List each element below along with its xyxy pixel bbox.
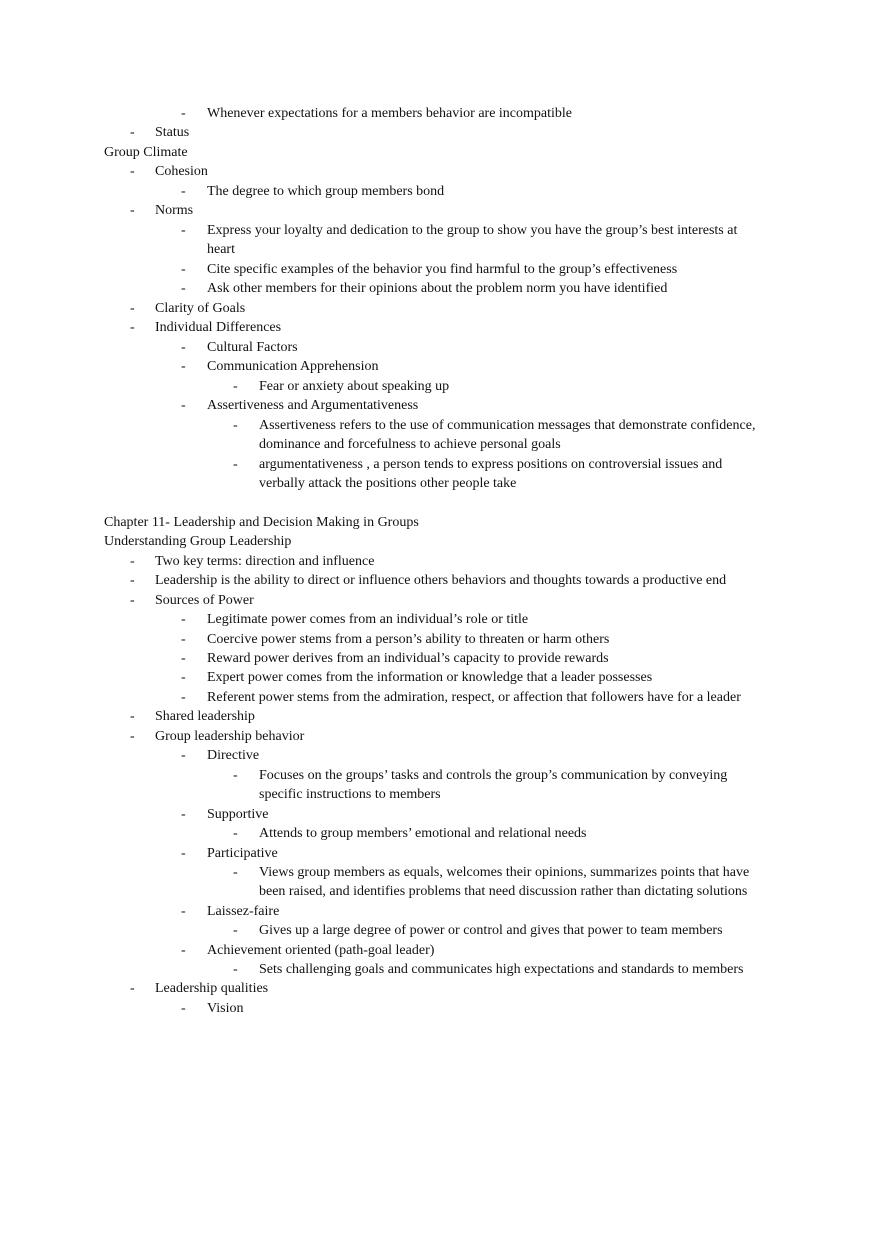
bullet-dash: - bbox=[233, 418, 238, 433]
bullet-dash: - bbox=[181, 262, 186, 277]
bullet-dash: - bbox=[181, 651, 186, 666]
list-item-text: Cite specific examples of the behavior you find harmful to the group’s effectiveness bbox=[207, 262, 678, 277]
list-item-text: heart bbox=[207, 242, 235, 257]
heading-text: Group Climate bbox=[104, 145, 188, 160]
list-item-text: Coercive power stems from a person’s ability to threaten or harm others bbox=[207, 632, 610, 647]
list-item-text: argumentativeness , a person tends to express positions on controversial issues and bbox=[259, 457, 723, 472]
list-item-text: Sources of Power bbox=[155, 593, 254, 608]
list-item-text: Expert power comes from the information or knowledge that a leader possesses bbox=[207, 670, 653, 685]
list-item-text: Fear or anxiety about speaking up bbox=[259, 379, 450, 394]
bullet-dash: - bbox=[130, 125, 135, 140]
list-item-text: Achievement oriented (path-goal leader) bbox=[207, 943, 435, 958]
list-item-text: Individual Differences bbox=[155, 320, 282, 335]
list-item-text: Assertiveness refers to the use of communication messages that demonstrate confidence, bbox=[259, 418, 756, 433]
list-item-text: Ask other members for their opinions about the problem norm you have identified bbox=[207, 281, 668, 296]
bullet-dash: - bbox=[181, 223, 186, 238]
bullet-dash: - bbox=[130, 164, 135, 179]
bullet-dash: - bbox=[233, 962, 238, 977]
bullet-dash: - bbox=[130, 301, 135, 316]
bullet-dash: - bbox=[181, 398, 186, 413]
bullet-dash: - bbox=[181, 748, 186, 763]
bullet-dash: - bbox=[130, 554, 135, 569]
list-item-text: Laissez-faire bbox=[207, 904, 280, 919]
list-item-text: Cohesion bbox=[155, 164, 208, 179]
list-item-text: Directive bbox=[207, 748, 260, 763]
list-item-text: specific instructions to members bbox=[259, 787, 441, 802]
list-item-text: Status bbox=[155, 125, 190, 140]
list-item-text: Two key terms: direction and influence bbox=[155, 554, 375, 569]
bullet-dash: - bbox=[233, 768, 238, 783]
bullet-dash: - bbox=[181, 807, 186, 822]
heading-text: Understanding Group Leadership bbox=[104, 534, 292, 549]
list-item-text: Assertiveness and Argumentativeness bbox=[207, 398, 419, 413]
list-item-text: Leadership qualities bbox=[155, 981, 269, 996]
list-item-text: Norms bbox=[155, 203, 194, 218]
list-item-text: Vision bbox=[207, 1001, 244, 1016]
list-item-text: Attends to group members’ emotional and relational needs bbox=[259, 826, 587, 841]
list-item-text: Reward power derives from an individual’s capacity to provide rewards bbox=[207, 651, 609, 666]
bullet-dash: - bbox=[130, 573, 135, 588]
bullet-dash: - bbox=[181, 846, 186, 861]
list-item-text: Communication Apprehension bbox=[207, 359, 379, 374]
list-item-text: Gives up a large degree of power or control and gives that power to team members bbox=[259, 923, 723, 938]
bullet-dash: - bbox=[233, 865, 238, 880]
list-item-text: been raised, and identifies problems that need discussion rather than dictating solutions bbox=[259, 884, 748, 899]
list-item-text: Referent power stems from the admiration, respect, or affection that followers have for a leader bbox=[207, 690, 741, 705]
list-item-text: Supportive bbox=[207, 807, 269, 822]
list-item-text: verbally attack the positions other people take bbox=[259, 476, 517, 491]
list-item-text: Participative bbox=[207, 846, 278, 861]
list-item-text: dominance and forcefulness to achieve personal goals bbox=[259, 437, 561, 452]
bullet-dash: - bbox=[130, 981, 135, 996]
bullet-dash: - bbox=[130, 203, 135, 218]
bullet-dash: - bbox=[233, 826, 238, 841]
bullet-dash: - bbox=[233, 923, 238, 938]
bullet-dash: - bbox=[181, 106, 186, 121]
bullet-dash: - bbox=[181, 632, 186, 647]
bullet-dash: - bbox=[181, 690, 186, 705]
list-item-text: Focuses on the groups’ tasks and controls the group’s communication by conveying bbox=[259, 768, 728, 783]
list-item-text: Clarity of Goals bbox=[155, 301, 246, 316]
list-item-text: Group leadership behavior bbox=[155, 729, 305, 744]
bullet-dash: - bbox=[181, 281, 186, 296]
bullet-dash: - bbox=[130, 729, 135, 744]
bullet-dash: - bbox=[181, 943, 186, 958]
bullet-dash: - bbox=[181, 904, 186, 919]
bullet-dash: - bbox=[233, 379, 238, 394]
bullet-dash: - bbox=[130, 593, 135, 608]
bullet-dash: - bbox=[181, 612, 186, 627]
bullet-dash: - bbox=[181, 670, 186, 685]
list-item-text: Views group members as equals, welcomes their opinions, summarizes points that have bbox=[259, 865, 750, 880]
bullet-dash: - bbox=[181, 184, 186, 199]
bullet-dash: - bbox=[181, 1001, 186, 1016]
list-item-text: The degree to which group members bond bbox=[207, 184, 445, 199]
bullet-dash: - bbox=[181, 340, 186, 355]
list-item-text: Express your loyalty and dedication to the group to show you have the group’s best interests at bbox=[207, 223, 738, 238]
bullet-dash: - bbox=[130, 320, 135, 335]
list-item-text: Shared leadership bbox=[155, 709, 255, 724]
list-item-text: Legitimate power comes from an individual’s role or title bbox=[207, 612, 529, 627]
heading-text: Chapter 11- Leadership and Decision Making in Groups bbox=[104, 515, 419, 530]
list-item-text: Whenever expectations for a members behavior are incompatible bbox=[207, 106, 573, 121]
bullet-dash: - bbox=[233, 457, 238, 472]
bullet-dash: - bbox=[130, 709, 135, 724]
list-item-text: Leadership is the ability to direct or influence others behaviors and thoughts towards a productive end bbox=[155, 573, 727, 588]
bullet-dash: - bbox=[181, 359, 186, 374]
list-item-text: Sets challenging goals and communicates high expectations and standards to members bbox=[259, 962, 744, 977]
list-item-text: Cultural Factors bbox=[207, 340, 298, 355]
